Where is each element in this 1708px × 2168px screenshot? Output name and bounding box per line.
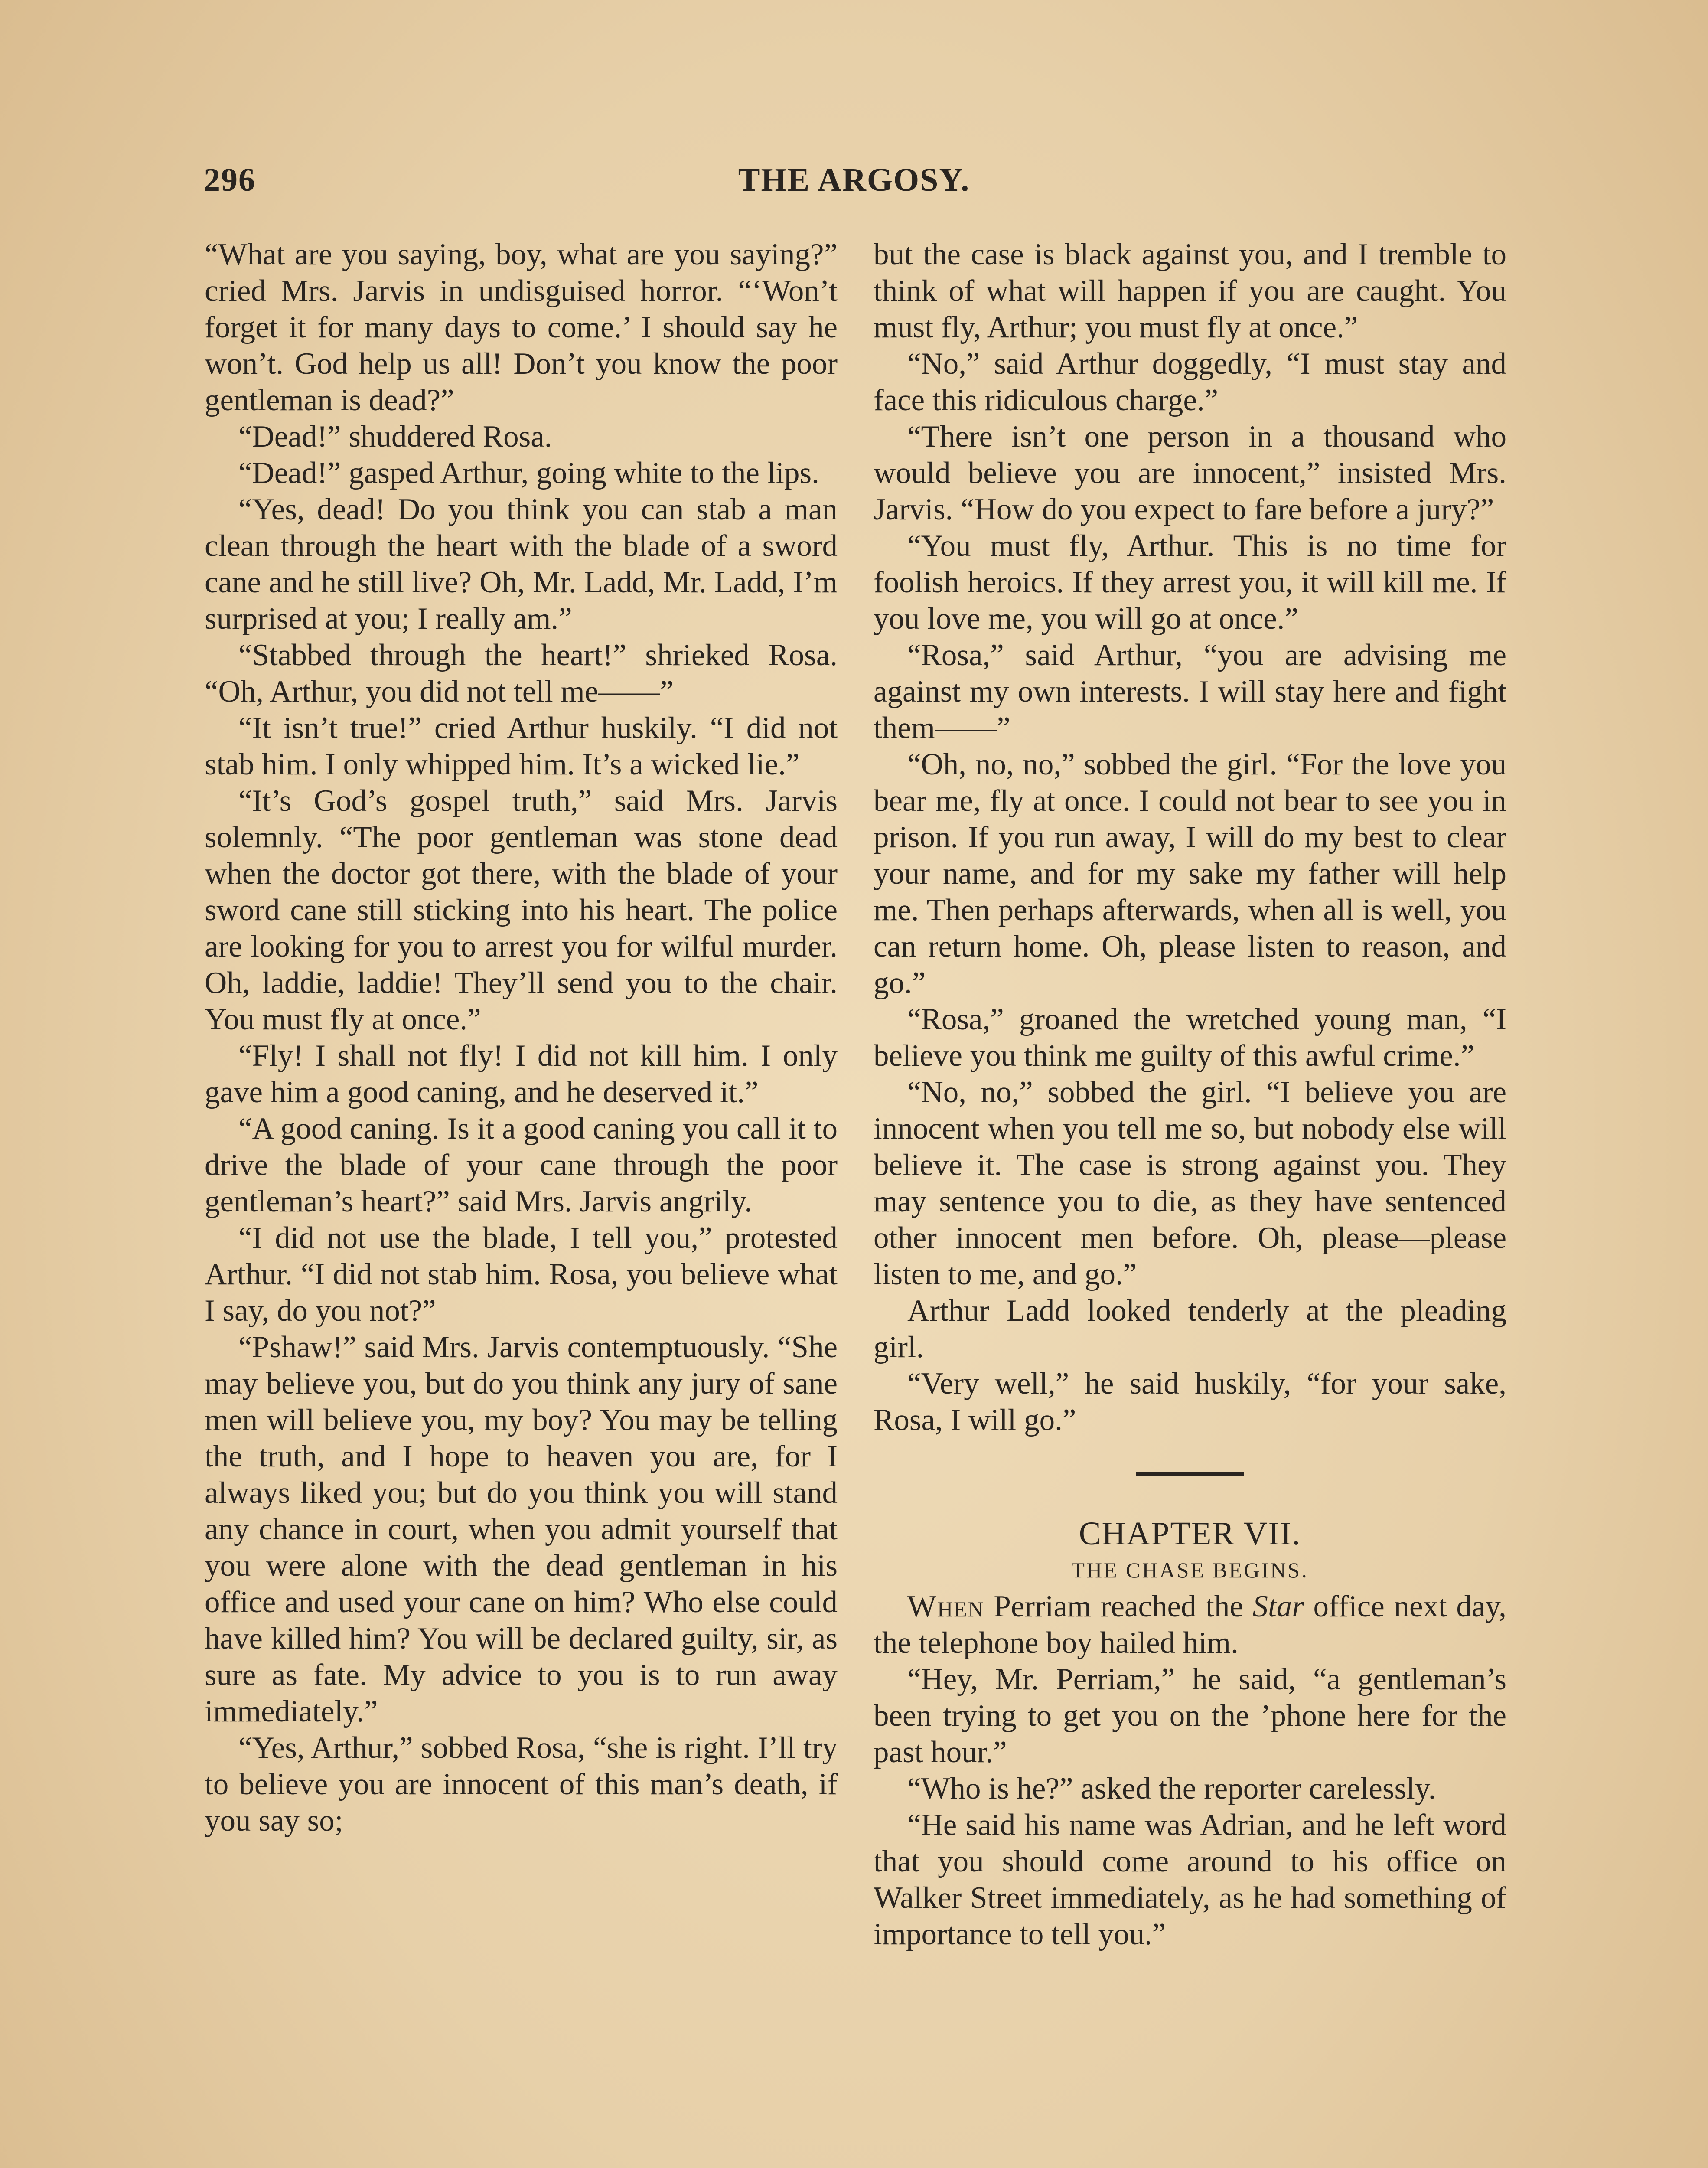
paragraph: “What are you saying, boy, what are you saying?” cried Mrs. Jarvis in undisguised horror. “‘Won’t forget it for many days to come.’ I should say he won’t. God help us all! Don’t you know the poor gentleman is dead?” bbox=[205, 238, 838, 417]
paragraph: “Oh, no, no,” sobbed the girl. “For the love you bear me, fly at once. I could not bear to see you in prison. If you run away, I will do my best to clear your name, and for my sake my father will help me. Then perhaps afterwards, when all is well, you can return home. Oh, please listen to reason, and go.” bbox=[874, 748, 1506, 1000]
section-divider bbox=[1136, 1472, 1244, 1476]
paragraph: “Fly! I shall not fly! I did not kill him. I only gave him a good caning, and he deserved it.” bbox=[205, 1039, 838, 1109]
paragraph: “There isn’t one person in a thousand who would believe you are innocent,” insisted Mrs. Jarvis. “How do you expect to fare before a jury?” bbox=[874, 420, 1506, 526]
paragraph: “Rosa,” groaned the wretched young man, “I believe you think me guilty of this awful crime.” bbox=[874, 1002, 1506, 1073]
paragraph: “He said his name was Adrian, and he left word that you should come around to his office on Walker Street immediately, as he had something of importance to tell you.” bbox=[874, 1808, 1506, 1951]
paragraph: “It’s God’s gospel truth,” said Mrs. Jarvis solemnly. “The poor gentleman was stone dead when the doctor got there, with the blade of your sword cane still sticking into his heart. The police are looking for you to arrest you for wilful murder. Oh, laddie, laddie! They’ll send you to the chair. You must fly at once.” bbox=[205, 784, 838, 1036]
paragraph: “Who is he?” asked the reporter carelessly. bbox=[907, 1772, 1436, 1806]
chapter-subtitle: THE CHASE BEGINS. bbox=[1071, 1558, 1309, 1582]
paragraph: “I did not use the blade, I tell you,” protested Arthur. “I did not stab him. Rosa, you believe what I say, do you not?” bbox=[205, 1221, 838, 1328]
right-column bbox=[874, 236, 1506, 1953]
paragraph: “Yes, Arthur,” sobbed Rosa, “she is right. I’ll try to believe you are innocent of this man’s death, if you say so; bbox=[205, 1731, 838, 1838]
paragraph: “You must fly, Arthur. This is no time for foolish heroics. If they arrest you, it will kill me. If you love me, you will go at once.” bbox=[874, 529, 1506, 636]
running-title: THE ARGOSY. bbox=[738, 162, 970, 198]
paragraph: “Very well,” he said huskily, “for your sake, Rosa, I will go.” bbox=[874, 1367, 1506, 1437]
opening-text-continued: office next day, the telephone boy hailed him. bbox=[874, 1590, 1506, 1660]
paragraph: “Yes, dead! Do you think you can stab a man clean through the heart with the blade of a sword cane and he still live? Oh, Mr. Ladd, Mr. Ladd, I’m surprised at you; I really am.” bbox=[205, 493, 838, 636]
chapter-heading: CHAPTER VII. bbox=[1079, 1515, 1301, 1552]
paragraph: “Dead!” shuddered Rosa. bbox=[238, 420, 552, 454]
paragraph: but the case is black against you, and I tremble to think of what will happen if you are caught. You must fly, Arthur; you must fly at once.” bbox=[874, 238, 1506, 344]
paragraph: “No,” said Arthur doggedly, “I must stay and face this ridiculous charge.” bbox=[874, 347, 1506, 417]
page-number: 296 bbox=[204, 162, 256, 198]
paragraph: “No, no,” sobbed the girl. “I believe you are innocent when you tell me so, but nobody else will believe it. The case is strong against you. They may sentence you to die, as they have sentenced other innocent men before. Oh, please—please listen to me, and go.” bbox=[874, 1075, 1506, 1291]
left-column bbox=[205, 236, 838, 1839]
opening-text: Perriam reached the bbox=[984, 1590, 1253, 1623]
opening-word: When bbox=[907, 1590, 984, 1623]
running-head bbox=[204, 161, 1504, 209]
newspaper-name: Star bbox=[1252, 1590, 1304, 1623]
paragraph: “Pshaw!” said Mrs. Jarvis contemptuously. “She may believe you, but do you think any jury of sane men will believe you, my boy? You may be telling the truth, and I hope to heaven you are, for I always liked you; but do you think you will stand any chance in court, when you admit yourself that you were alone with the dead gentleman in his office and used your cane on him? Who else could have killed him? You will be declared guilty, sir, as sure as fate. My advice to you is to run away immediately.” bbox=[205, 1330, 838, 1728]
paragraph: “It isn’t true!” cried Arthur huskily. “I did not stab him. I only whipped him. It’s a wicked lie.” bbox=[205, 711, 838, 781]
paragraph: “Stabbed through the heart!” shrieked Rosa. “Oh, Arthur, you did not tell me——” bbox=[205, 638, 838, 709]
paragraph: “Hey, Mr. Perriam,” he said, “a gentleman’s been trying to get you on the ’phone here for the past hour.” bbox=[874, 1662, 1506, 1769]
paragraph: “Rosa,” said Arthur, “you are advising me against my own interests. I will stay here and fight them——” bbox=[874, 638, 1506, 745]
paragraph: Arthur Ladd looked tenderly at the pleading girl. bbox=[874, 1294, 1506, 1364]
paragraph: “A good caning. Is it a good caning you call it to drive the blade of your cane through the poor gentleman’s heart?” said Mrs. Jarvis angrily. bbox=[205, 1112, 838, 1218]
chapter-opening-paragraph bbox=[874, 1588, 1506, 1661]
paragraph: “Dead!” gasped Arthur, going white to the lips. bbox=[238, 456, 819, 490]
